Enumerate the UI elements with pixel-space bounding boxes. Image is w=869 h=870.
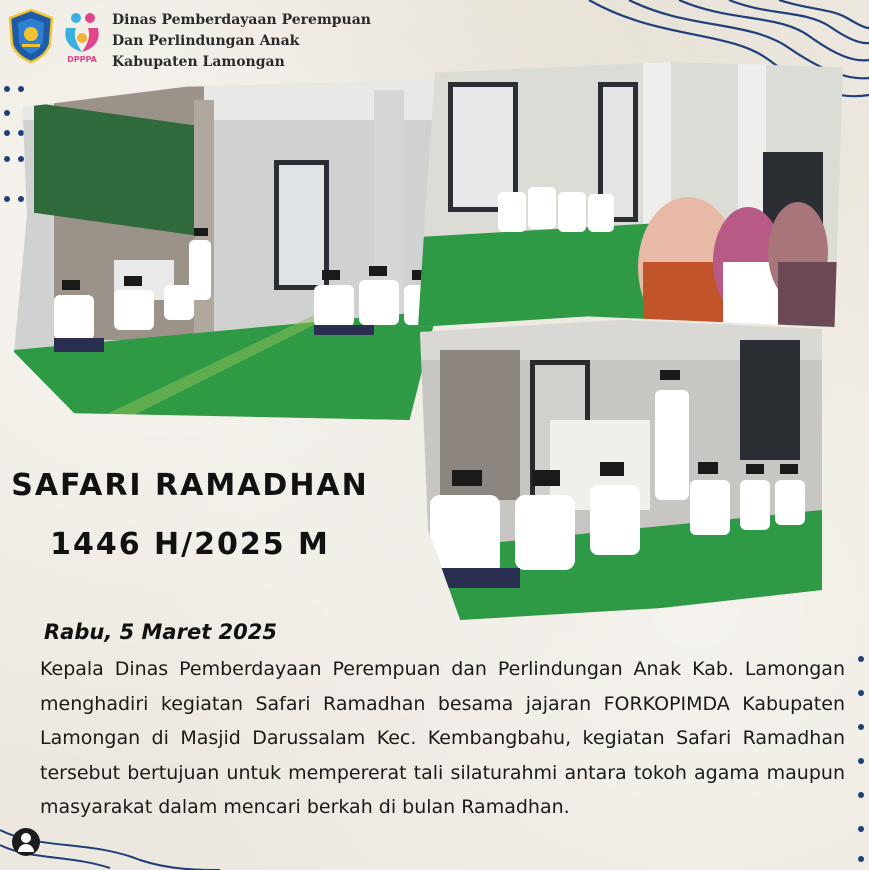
org-line-3: Kabupaten Lamongan: [112, 54, 285, 70]
user-avatar-icon[interactable]: [12, 828, 40, 856]
dppa-logo-icon: [60, 8, 104, 66]
photo-mosque-gathering-left: [14, 80, 444, 420]
event-date: Rabu, 5 Maret 2025: [44, 620, 277, 644]
dppa-logo-text: DPPPA: [67, 55, 97, 64]
event-hijri-year: 1446 H/2025 M: [50, 527, 330, 562]
org-line-2: Dan Perlindungan Anak: [112, 33, 300, 49]
event-title: SAFARI RAMADHAN: [11, 468, 369, 503]
government-seal-icon: [8, 8, 54, 64]
org-line-1: Dinas Pemberdayaan Perempuan: [112, 12, 371, 28]
decorative-dots-right: [858, 656, 868, 866]
event-description: Kepala Dinas Pemberdayaan Perempuan dan Perlindungan Anak Kab. Lamongan menghadiri kegiatan Safari Ramadhan besama jajaran FORKOPIMDA Kabupaten Lamongan di Masjid Darussalam Kec. Kembangbahu, kegiatan Safari Ramadhan tersebut bertujuan untuk mempererat tali silaturahmi antara tokoh agama maupun masyarakat dalam mencari berkah di bulan Ramadhan.: [40, 658, 845, 818]
photo-women-attendees: [418, 62, 843, 327]
organization-name: [112, 10, 371, 73]
photo-speaker-and-audience: [420, 320, 822, 620]
